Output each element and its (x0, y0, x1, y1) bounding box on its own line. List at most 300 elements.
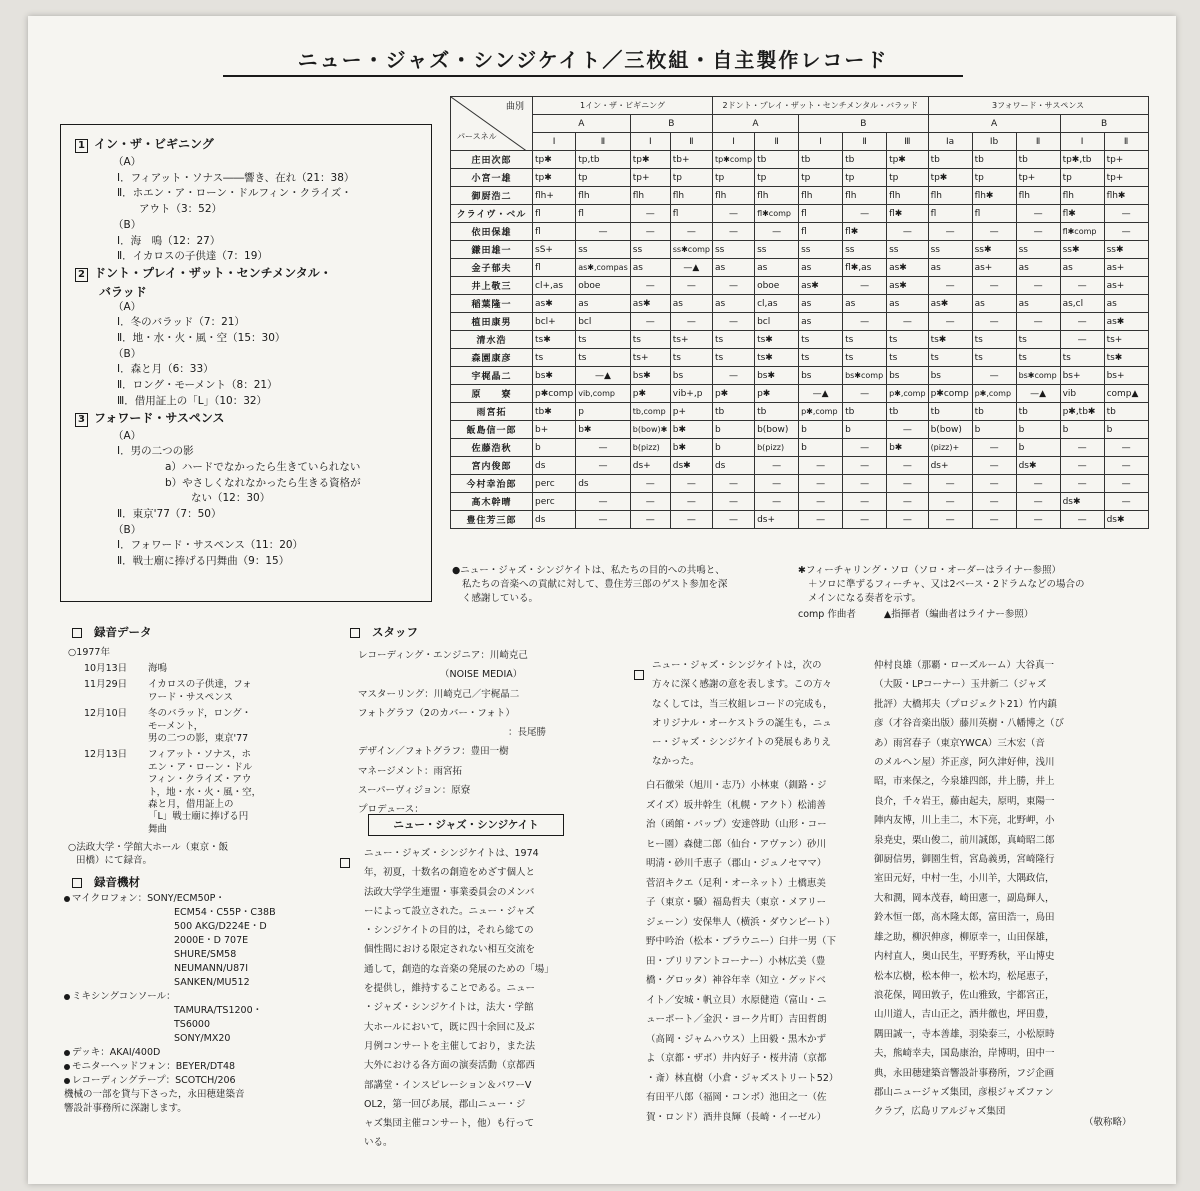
table-row (451, 511, 1149, 529)
instrument-cell: p+ (670, 403, 712, 421)
producer-name-box: ニュー・ジャズ・シンジケイト (368, 814, 564, 836)
instrument-cell: p✱ (755, 385, 799, 403)
corner-bottom-label: パースネル (457, 132, 497, 141)
instrument-cell: ds+ (928, 457, 972, 475)
musician-name: 稲葉隆一 (451, 295, 533, 313)
instrument-cell: — (887, 457, 929, 475)
instrument-cell: flh (843, 187, 887, 205)
recording-titles: 舞曲 (148, 823, 168, 835)
thanks-line: 大和潤，岡本茂春，崎田憲一，副島輝人， (874, 892, 1055, 904)
equipment-text: 機械の一部を貸与下さった，永田穂建築音 (64, 1089, 245, 1100)
instrument-cell: tp✱ (887, 151, 929, 169)
instrument-cell: — (843, 385, 887, 403)
table-corner (451, 97, 533, 151)
checkbox-square-icon (72, 628, 82, 638)
instrument-cell: — (1104, 457, 1148, 475)
about-line: ーによって設立された。ニュー・ジャズ (364, 905, 535, 917)
equipment-text: SONY/MX20 (174, 1033, 231, 1044)
instrument-cell: bs✱comp (1016, 367, 1060, 385)
table-track-header: Ⅰ (712, 133, 754, 151)
instrument-cell: oboe (576, 277, 631, 295)
recording-titles: イカロスの子供達，フォ (148, 679, 252, 691)
corner-diagonal-line (451, 97, 533, 151)
instrument-cell: ts (576, 349, 631, 367)
instrument-cell: ds (533, 511, 576, 529)
instrument-cell: — (755, 223, 799, 241)
instrument-cell: — (712, 313, 754, 331)
thanks-line: 良介，千々岩王，藤由起夫，原明，東陽一 (874, 795, 1055, 807)
track-subpart-cont: ない（12：30） (191, 492, 271, 505)
musician-name: 清水浩 (451, 331, 533, 349)
instrument-cell: perc (533, 475, 576, 493)
album-number-badge: 1 (75, 139, 88, 153)
equipment-line (64, 948, 354, 962)
instrument-cell: ss (1016, 241, 1060, 259)
instrument-cell: tp✱ (533, 169, 576, 187)
instrument-cell: — (670, 511, 712, 529)
equipment-heading: 録音機材 (72, 874, 140, 890)
instrument-cell: as✱ (630, 295, 670, 313)
track-title: Ⅰ．フィアット・ソナス――響き、在れ（21：38） (117, 171, 355, 184)
recording-heading: 録音データ (72, 624, 152, 640)
instrument-cell: — (1104, 439, 1148, 457)
instrument-cell: — (1060, 313, 1104, 331)
instrument-cell: ss (887, 241, 929, 259)
about-line: ・ジャズ・シンジケイトは，法大・学館 (364, 1002, 534, 1014)
comp-legend: comp 作曲者 (798, 609, 856, 620)
instrument-cell: — (712, 493, 754, 511)
instrument-cell: tp (843, 169, 887, 187)
instrument-cell: as (843, 295, 887, 313)
about-line: 通して，創造的な音楽の発展のための「場」 (364, 963, 554, 975)
instrument-cell: bs+ (1060, 367, 1104, 385)
instrument-cell: ds✱ (670, 457, 712, 475)
staff-line: レコーディング・エンジニア：川崎克己 (358, 650, 528, 661)
table-row (451, 187, 1149, 205)
instrument-cell: ts (972, 349, 1016, 367)
instrument-cell: tp,tb (576, 151, 631, 169)
instrument-cell: as (972, 295, 1016, 313)
thanks-line: 有田平八郎（福岡・コンボ）池田之一（佐 (646, 1092, 827, 1103)
recording-titles: モーメント， (148, 720, 204, 732)
instrument-cell: ss (843, 241, 887, 259)
about-line: 大ホールにおいて，既に四十余回に及ぶ (364, 1021, 535, 1033)
about-line: 月例コンサートを主催しており，また法 (364, 1040, 536, 1052)
instrument-cell: as (1104, 295, 1148, 313)
instrument-cell: — (1016, 277, 1060, 295)
instrument-cell: ts (799, 349, 843, 367)
table-album-header: 2ドント・プレイ・ザット・センチメンタル・バラッド (712, 97, 928, 115)
instrument-cell: — (630, 493, 670, 511)
table-album-header: 3フォワード・サスペンス (928, 97, 1148, 115)
table-row (451, 457, 1149, 475)
equipment-line (64, 990, 354, 1004)
instrument-cell: tp+ (1104, 169, 1148, 187)
instrument-cell: ts (1016, 331, 1060, 349)
equipment-text: ミキシングコンソール： (72, 991, 176, 1002)
table-note-line: ＋ソロに準ずるフィーチャ、又は2ベース・2ドラムなどの場合の (808, 579, 1085, 590)
instrument-cell: p✱,comp (887, 385, 929, 403)
instrument-cell: ts (928, 349, 972, 367)
instrument-cell: — (799, 457, 843, 475)
instrument-cell: ts+ (630, 349, 670, 367)
instrument-cell: flh (799, 187, 843, 205)
table-track-header: Ⅰa (928, 133, 972, 151)
table-track-header: Ⅲ (887, 133, 929, 151)
instrument-cell: — (843, 475, 887, 493)
instrument-cell: cl+,as (533, 277, 576, 295)
thanks-line: 松本広樹，松本伸一，松木均，松尾恵子， (874, 970, 1055, 982)
instrument-cell: — (887, 493, 929, 511)
instrument-cell: ts (630, 331, 670, 349)
instrument-cell: as+ (1104, 277, 1148, 295)
about-line: 法政大学学生連盟・事業委員会のメンバ (364, 886, 535, 898)
table-row (451, 493, 1149, 511)
equipment-line (64, 976, 354, 990)
instrument-cell: flh (576, 187, 631, 205)
instrument-cell: oboe (755, 277, 799, 295)
instrument-cell: b (533, 439, 576, 457)
thanks-line: 山川道人，吉山正之，酒井徹也，坪田豊， (874, 1009, 1055, 1021)
track-title: Ⅱ．戦士廟に捧げる円舞曲（9：15） (117, 555, 290, 568)
equipment-text: ECM54・C55P・C38B (174, 907, 276, 918)
instrument-cell: tb (712, 403, 754, 421)
about-line: ャズ集団主催コンサート，他）も行って (364, 1118, 535, 1130)
instrument-cell: ss (755, 241, 799, 259)
instrument-cell: ts (843, 331, 887, 349)
instrument-cell: p✱,comp (799, 403, 843, 421)
thanks-line: ューポート／金沢・ヨーク片町）吉田哲朗 (646, 1014, 827, 1025)
instrument-cell: — (843, 511, 887, 529)
musician-name: 原 寮 (451, 385, 533, 403)
instrument-cell: b✱ (670, 439, 712, 457)
instrument-cell: fl (670, 205, 712, 223)
instrument-cell: sS+ (533, 241, 576, 259)
staff-line: マネージメント：雨宮拓 (358, 765, 463, 777)
instrument-cell: fl (928, 205, 972, 223)
instrument-cell: ds✱ (1060, 493, 1104, 511)
thanks-line: 隅田誠一，寺本善雄，羽染泰三，小松原時 (874, 1028, 1055, 1040)
recording-titles: ワード・サスペンス (148, 691, 233, 703)
instrument-cell: — (712, 475, 754, 493)
instrument-cell: — (576, 493, 631, 511)
instrument-cell: as (712, 259, 754, 277)
track-title: Ⅱ．地・水・火・風・空（15：30） (117, 332, 286, 344)
instrument-cell: — (670, 223, 712, 241)
about-line: 個性間における限定されない相互交流を (364, 944, 536, 956)
instrument-cell: ds (712, 457, 754, 475)
table-track-header: Ⅰ (1060, 133, 1104, 151)
instrument-cell: fl✱comp (1060, 223, 1104, 241)
recording-date: 10月13日 (84, 663, 128, 674)
thanks-column-2 (874, 656, 1144, 1122)
instrument-cell: ts (887, 349, 929, 367)
thanks-line: 仲村良雄（那覇・ローズルーム）大谷真一 (874, 660, 1055, 671)
instrument-cell: — (928, 475, 972, 493)
instrument-cell: as (670, 295, 712, 313)
instrument-cell: as (887, 295, 929, 313)
thanks-line: あ）雨宮春子（東京YWCA）三木宏（音 (874, 737, 1045, 749)
table-track-header: Ⅱ (843, 133, 887, 151)
checkbox-square-icon (72, 878, 82, 888)
table-row (451, 367, 1149, 385)
side-label: （B） (113, 218, 142, 231)
equipment-text: デッキ：AKAI/400D (72, 1047, 161, 1058)
instrument-cell: — (928, 511, 972, 529)
instrument-cell: — (887, 313, 929, 331)
instrument-cell: ts (712, 331, 754, 349)
instrument-cell: fl (533, 223, 576, 241)
instrument-cell: p✱ (712, 385, 754, 403)
instrument-cell: — (712, 511, 754, 529)
instrument-cell: b✱ (576, 421, 631, 439)
instrument-cell: fl (576, 205, 631, 223)
table-album-header: 1イン・ザ・ビギニング (533, 97, 713, 115)
instrument-cell: flh (712, 187, 754, 205)
thanks-line: 白石徹栄（旭川・志乃）小林東（釧路・ジ (646, 780, 827, 791)
track-title: Ⅲ．借用証上の「L」（10：32） (117, 394, 268, 407)
instrument-cell: ss (630, 241, 670, 259)
instrument-cell: fl✱,as (843, 259, 887, 277)
instrument-cell: — (1060, 511, 1104, 529)
thanks-line: 田・ブリリアントコーナー）小林広美（豊 (646, 955, 826, 967)
instrument-cell: tp+ (1104, 151, 1148, 169)
thanks-line: 批評）大橋邦夫（プロジェクト21）竹内鎮 (874, 698, 1057, 710)
instrument-cell: tb (1016, 403, 1060, 421)
instrument-cell: — (630, 223, 670, 241)
instrument-cell: b(pizz) (630, 439, 670, 457)
instrument-cell: — (755, 493, 799, 511)
thanks-line: 昭，市来保之，今泉雄四郎，井上勝，井上 (874, 776, 1055, 788)
instrument-cell: flh✱ (1104, 187, 1148, 205)
instrument-cell: ss✱ (1060, 241, 1104, 259)
thanks-line: のメルヘン屋）芥正彦，阿久津好伸，浅川 (874, 757, 1055, 769)
staff-line: （NOISE MEDIA） (440, 669, 523, 681)
equipment-text: 2000E・D 707E (174, 935, 249, 946)
instrument-cell: as (799, 313, 843, 331)
instrument-cell: b(pizz) (755, 439, 799, 457)
instrument-cell: tb (887, 403, 929, 421)
recording-titles: 「L」戦士廟に捧げる円 (148, 811, 249, 823)
instrument-cell: as✱ (1104, 313, 1148, 331)
about-line: を提供し，維持することである。ニュー (364, 983, 536, 995)
instrument-cell: flh (1016, 187, 1060, 205)
instrument-cell: b+ (533, 421, 576, 439)
table-row (451, 403, 1149, 421)
instrument-cell: — (1016, 205, 1060, 223)
instrument-cell: fl (533, 259, 576, 277)
table-row (451, 331, 1149, 349)
instrument-cell: tb+ (670, 151, 712, 169)
thanks-intro-line: ニュー・ジャズ・シンジケイトは，次の (652, 660, 822, 671)
instrument-cell: p✱ (630, 385, 670, 403)
instrument-cell: ss✱ (972, 241, 1016, 259)
instrument-cell: ds (533, 457, 576, 475)
recording-venue: 田橋）にて録音。 (76, 854, 153, 866)
instrument-cell: ds+ (755, 511, 799, 529)
instrument-cell: — (972, 439, 1016, 457)
track-title: Ⅰ．男の二つの影 (117, 445, 194, 458)
equipment-line (64, 1032, 354, 1046)
about-line: 年，初夏，十数名の創造をめざす個人と (364, 867, 536, 879)
table-row (451, 349, 1149, 367)
instrument-cell: ts (670, 349, 712, 367)
table-track-header: Ⅱ (670, 133, 712, 151)
instrument-cell: tb,comp (630, 403, 670, 421)
instrument-cell: ss (576, 241, 631, 259)
instrument-cell: b(bow) (928, 421, 972, 439)
instrument-cell: vib+,p (670, 385, 712, 403)
instrument-cell: — (670, 277, 712, 295)
instrument-cell: — (972, 457, 1016, 475)
instrument-cell: — (630, 205, 670, 223)
table-row (451, 295, 1149, 313)
instrument-cell: vib,comp (576, 385, 631, 403)
instrument-cell: — (1104, 223, 1148, 241)
instrument-cell: fl (533, 205, 576, 223)
table-notes-bottom (798, 606, 1033, 620)
thanks-intro-line: ー・ジャズ・シンジケイトの発展もありえ (652, 737, 831, 749)
instrument-cell: — (799, 475, 843, 493)
instrument-cell: — (843, 439, 887, 457)
conductor-legend: ▲指揮者（編曲者はライナー参照） (883, 609, 1034, 620)
instrument-cell: comp▲ (1104, 385, 1148, 403)
recording-date: 11月29日 (84, 679, 128, 691)
instrument-cell: tp+ (630, 169, 670, 187)
table-note-line: ●ニュー・ジャズ・シンジケイトは、私たちの目的への共鳴と、 (452, 565, 725, 576)
equipment-line (64, 892, 354, 906)
track-title: Ⅰ．冬のバラッド（7：21） (117, 316, 245, 329)
instrument-cell: bs (887, 367, 929, 385)
instrument-cell: —▲ (1016, 385, 1060, 403)
instrument-cell: fl (972, 205, 1016, 223)
corner-top-label: 曲別 (505, 102, 524, 112)
instrument-cell: tp✱ (630, 151, 670, 169)
thanks-line: 子（東京・騒）福島哲夫（東京・メアリー (646, 897, 827, 908)
checkbox-square-icon (634, 670, 644, 680)
staff-line: フォトグラフ（2のカバー・フォト） (358, 707, 515, 719)
instrument-cell: — (576, 223, 631, 241)
thanks-line: 治（函館・パップ）安達啓助（山形・コー (646, 819, 827, 830)
instrument-cell: — (972, 367, 1016, 385)
musician-name: 佐藤浩秋 (451, 439, 533, 457)
thanks-line: 橋・グロッタ）神谷年幸（知立・グッドベ (646, 975, 826, 986)
instrument-cell: flh (928, 187, 972, 205)
album-title (75, 409, 225, 427)
thanks-intro (652, 656, 862, 772)
musician-name: 雨宮拓 (451, 403, 533, 421)
recording-titles: 男の二つの影，東京'77 (148, 733, 249, 744)
instrument-cell: ss✱ (1104, 241, 1148, 259)
table-side-row (451, 115, 1149, 133)
instrument-cell: ts (712, 349, 754, 367)
thanks-line: よ（京都・ザボ）井内好子・桜井清（京都 (646, 1053, 827, 1064)
side-label: （A） (113, 300, 142, 313)
about-line: ・シンジケイトの目的は，それら総ての (364, 925, 534, 937)
instrument-cell: as✱,compas (576, 259, 631, 277)
side-label: （A） (113, 156, 142, 168)
track-title-cont: アウト（3：52） (139, 203, 223, 216)
instrument-cell: as (630, 259, 670, 277)
table-notes-right (798, 564, 1084, 606)
instrument-cell: — (843, 493, 887, 511)
thanks-line: 典，永田穂建築音響設計事務所，フジ企画 (874, 1067, 1055, 1079)
track-title: Ⅱ．ホエン・ア・ローン・ドルフィン・クライズ・ (117, 187, 352, 200)
thanks-line: ジェーン）安保隼人（横浜・ダウンビート） (646, 916, 836, 928)
instrument-cell: — (1016, 223, 1060, 241)
instrument-cell: — (928, 223, 972, 241)
instrument-cell: ds✱ (1016, 457, 1060, 475)
instrument-cell: as,cl (1060, 295, 1104, 313)
thanks-line: （高岡・ジャムハウス）上田毅・黒木かず (646, 1033, 827, 1045)
instrument-cell: —▲ (799, 385, 843, 403)
equipment-text: 響設計事務所に深謝します。 (64, 1103, 187, 1114)
thanks-intro-line: オリジナル・オーケストラの誕生も，ニュ (652, 717, 832, 729)
instrument-cell: b✱ (887, 439, 929, 457)
table-track-header: Ⅰ (533, 133, 576, 151)
instrument-cell: as (1016, 259, 1060, 277)
table-row (451, 169, 1149, 187)
instrument-cell: as✱ (799, 277, 843, 295)
about-line: ニュー・ジャズ・シンジケイトは、1974 (364, 848, 539, 859)
equipment-text: SANKEN/MU512 (174, 977, 250, 988)
equipment-text: マイクロフォン：SONY/ECM50P・ (72, 893, 225, 904)
instrument-cell: tp✱comp (712, 151, 754, 169)
instrument-cell: flh (630, 187, 670, 205)
table-track-header: Ⅰb (972, 133, 1016, 151)
musician-name: クライヴ・ベル (451, 205, 533, 223)
instrument-cell: as (799, 259, 843, 277)
instrument-cell: ts✱ (533, 331, 576, 349)
instrument-cell: ts (533, 349, 576, 367)
instrument-cell: tb (843, 151, 887, 169)
instrument-cell: tp (972, 169, 1016, 187)
table-note-line: メインになる奏者を示す。 (808, 593, 922, 604)
instrument-cell: — (843, 205, 887, 223)
instrument-cell: — (630, 511, 670, 529)
equipment-line (64, 906, 354, 920)
recording-titles: エン・ア・ローン・ドル (148, 761, 253, 773)
thanks-line: 郡山ニュージャズ集団，彦根ジャズファン (874, 1086, 1054, 1098)
instrument-cell: tp✱ (533, 151, 576, 169)
side-label: （A） (113, 429, 142, 442)
staff-list (358, 646, 598, 820)
album-title-text: フォワード・サスペンス (94, 410, 225, 425)
instrument-cell: — (928, 313, 972, 331)
table-note-line: ✱フィーチャリング・ソロ（ソロ・オーダーはライナー参照） (798, 565, 1061, 576)
instrument-cell: p✱,comp (972, 385, 1016, 403)
musician-name: 豊住芳三郎 (451, 511, 533, 529)
table-row (451, 313, 1149, 331)
side-label: （B） (113, 347, 142, 360)
instrument-cell: tp (887, 169, 929, 187)
instrument-cell: — (670, 493, 712, 511)
instrument-cell: tb (972, 151, 1016, 169)
instrument-cell: — (630, 313, 670, 331)
instrument-cell: tp+ (1016, 169, 1060, 187)
instrument-cell: — (630, 475, 670, 493)
personnel-table (450, 96, 1149, 529)
instrument-cell: — (887, 511, 929, 529)
instrument-cell: tb (972, 403, 1016, 421)
instrument-cell: ts (843, 349, 887, 367)
instrument-cell: — (1060, 457, 1104, 475)
instrument-cell: ss (799, 241, 843, 259)
bullet-icon (64, 896, 70, 902)
instrument-cell: bs (928, 367, 972, 385)
instrument-cell: bs (670, 367, 712, 385)
table-track-header: Ⅰ (799, 133, 843, 151)
